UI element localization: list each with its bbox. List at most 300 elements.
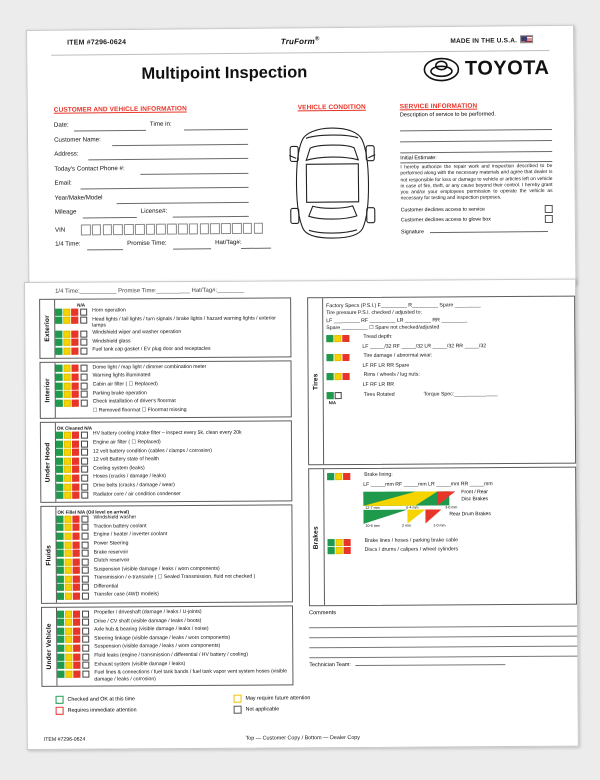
service-line[interactable]	[400, 141, 552, 153]
box-na[interactable]	[81, 492, 88, 499]
comments-section	[309, 609, 577, 659]
box-green[interactable]	[326, 335, 333, 342]
technician-team-label: Technician Team:	[309, 662, 351, 669]
status-boxes[interactable]	[55, 330, 89, 338]
status-boxes[interactable]	[56, 491, 90, 499]
box-green[interactable]	[56, 440, 63, 447]
box-green[interactable]	[57, 636, 64, 643]
box-green[interactable]	[56, 365, 63, 372]
box-green[interactable]	[57, 653, 64, 660]
status-boxes[interactable]	[57, 558, 91, 566]
box-na[interactable]	[81, 593, 88, 600]
status-boxes[interactable]	[328, 547, 362, 555]
box-red[interactable]	[73, 524, 80, 531]
declines-service-row[interactable]	[401, 205, 553, 214]
checklist-row[interactable]	[56, 406, 289, 416]
box-red[interactable]	[73, 567, 80, 574]
box-na[interactable]	[80, 365, 87, 372]
checklist-row[interactable]	[55, 315, 288, 330]
box-na[interactable]	[81, 584, 88, 591]
box-red[interactable]	[72, 391, 79, 398]
signature-line[interactable]	[430, 231, 548, 233]
status-boxes[interactable]	[55, 338, 89, 346]
group-interior	[39, 360, 291, 419]
box-yellow[interactable]	[65, 610, 72, 617]
tires-damage-row[interactable]	[326, 352, 570, 362]
box-na[interactable]	[82, 619, 89, 626]
box-yellow[interactable]	[66, 671, 73, 678]
box-green[interactable]	[57, 567, 64, 574]
box-yellow[interactable]	[65, 653, 72, 660]
box-green[interactable]	[57, 628, 64, 635]
row-label: Differential	[93, 583, 119, 590]
status-boxes[interactable]	[56, 431, 90, 439]
brakes-lining-row[interactable]	[327, 471, 571, 481]
box-green[interactable]	[56, 483, 63, 490]
box-red[interactable]	[73, 558, 80, 565]
group-tires-label: Tires	[312, 372, 320, 390]
checklist-row[interactable]	[57, 591, 290, 601]
box-yellow[interactable]	[65, 550, 72, 557]
box-na[interactable]	[80, 382, 87, 389]
box-red[interactable]	[343, 354, 350, 361]
box-red[interactable]	[72, 399, 79, 406]
box-green[interactable]	[56, 524, 63, 531]
checklist-right-column	[307, 296, 577, 669]
box-green[interactable]	[55, 308, 62, 315]
multipoint-inspection-checklist	[24, 279, 579, 750]
tires-tread-row[interactable]: LF _____/32 RF _____/32 LR _____/32 RR _____/32	[362, 343, 487, 351]
status-boxes[interactable]	[328, 538, 362, 546]
status-boxes[interactable]	[57, 670, 91, 678]
box-green[interactable]	[57, 610, 64, 617]
box-red[interactable]	[72, 432, 79, 439]
status-boxes[interactable]	[56, 399, 90, 407]
status-boxes[interactable]	[56, 364, 90, 372]
box-na[interactable]	[80, 308, 87, 315]
vin-box[interactable]	[189, 223, 199, 234]
box-green[interactable]	[57, 593, 64, 600]
status-boxes[interactable]	[56, 373, 90, 381]
field-vin[interactable]	[55, 219, 251, 238]
box-red[interactable]	[73, 483, 80, 490]
row-label: Steering linkage (visible damage / leaks / worn components)	[94, 634, 231, 642]
box-yellow[interactable]	[65, 515, 72, 522]
truform-brand: TruForm®	[280, 36, 320, 47]
box-red[interactable]	[72, 374, 79, 381]
box-green[interactable]	[56, 432, 63, 439]
box-na[interactable]	[81, 466, 88, 473]
disc-brakes-label: Front / Rear Disc Brakes	[461, 489, 489, 502]
row-label: HV battery cooling intake filter – inspect every 5k, clean every 20k	[92, 430, 242, 437]
box-yellow[interactable]	[335, 354, 342, 361]
box-na[interactable]	[81, 541, 88, 548]
tires-rims-positions[interactable]: LF RF LR RR	[362, 382, 395, 389]
vin-box[interactable]	[199, 223, 209, 234]
status-boxes[interactable]	[57, 653, 91, 661]
box-green[interactable]	[327, 373, 334, 380]
status-boxes[interactable]	[57, 583, 91, 591]
group-fluids-tab	[41, 507, 57, 603]
status-boxes[interactable]	[57, 627, 91, 635]
tires-spare-row[interactable]: Spare _________ ☐ Spare not checked/adjusted	[326, 324, 440, 332]
box-red[interactable]	[344, 539, 351, 546]
box-red[interactable]	[72, 449, 79, 456]
group-tires-tab	[308, 298, 324, 464]
box-green[interactable]	[56, 475, 63, 482]
box-green[interactable]	[55, 348, 62, 355]
group-tires	[307, 296, 576, 466]
status-boxes[interactable]	[56, 474, 90, 482]
row-label: Cabin air filter ( ☐ Replaced)	[92, 381, 158, 388]
row-label: Fuel lines & connections / fuel tank bands / fuel tank vapor vent system hoses (visible damage / leaks / corrosion)	[94, 668, 287, 683]
row-label: Tire damage / abnormal wear:	[363, 352, 433, 360]
box-yellow[interactable]	[65, 619, 72, 626]
box-green[interactable]	[57, 662, 64, 669]
box-na[interactable]	[80, 432, 87, 439]
status-boxes[interactable]	[57, 592, 91, 600]
box-red[interactable]	[72, 365, 79, 372]
status-boxes[interactable]	[57, 566, 91, 574]
title-block	[51, 56, 549, 95]
status-boxes[interactable]	[57, 618, 91, 626]
box-yellow[interactable]	[63, 330, 70, 337]
service-information-heading: SERVICE INFORMATION	[399, 102, 478, 111]
box-green[interactable]	[56, 382, 63, 389]
box-yellow[interactable]	[64, 492, 71, 499]
box-red[interactable]	[74, 636, 81, 643]
box-yellow[interactable]	[64, 339, 71, 346]
box-yellow[interactable]	[64, 432, 71, 439]
box-na[interactable]	[81, 575, 88, 582]
field-date-label: Date:	[53, 121, 69, 129]
vin-box[interactable]	[113, 224, 123, 235]
box-na[interactable]	[81, 524, 88, 531]
status-boxes[interactable]	[57, 532, 91, 540]
box-na[interactable]	[82, 670, 89, 677]
box-red[interactable]	[73, 593, 80, 600]
box-red[interactable]	[73, 610, 80, 617]
box-red[interactable]	[72, 330, 79, 337]
box-green[interactable]	[56, 400, 63, 407]
box-red[interactable]	[74, 662, 81, 669]
box-yellow[interactable]	[63, 317, 70, 324]
service-description-lines[interactable]	[400, 119, 552, 153]
status-boxes[interactable]	[327, 472, 361, 480]
checklist-row[interactable]	[57, 669, 290, 684]
status-boxes[interactable]	[56, 448, 90, 456]
status-boxes[interactable]	[55, 308, 89, 316]
legend-green-label: Checked and OK at this time	[67, 696, 135, 703]
row-label: Traction battery coolant	[93, 522, 147, 530]
vin-box[interactable]	[81, 224, 91, 235]
checklist-row[interactable]	[328, 545, 572, 555]
box-yellow[interactable]	[66, 662, 73, 669]
row-label: Suspension (visible damage / leaks / worn components)	[94, 643, 221, 651]
box-yellow[interactable]	[65, 636, 72, 643]
box-red[interactable]	[72, 382, 79, 389]
box-na[interactable]	[82, 610, 89, 617]
legend-item-black	[234, 705, 280, 713]
box-yellow[interactable]	[64, 440, 71, 447]
box-green[interactable]	[56, 458, 63, 465]
initial-estimate-label[interactable]: Initial Estimate:	[400, 154, 552, 163]
box-yellow[interactable]	[65, 558, 72, 565]
box-green[interactable]	[57, 671, 64, 678]
box-yellow[interactable]	[65, 524, 72, 531]
signature-row[interactable]	[401, 228, 553, 235]
box-red[interactable]	[73, 541, 80, 548]
box-red[interactable]	[72, 440, 79, 447]
box-green[interactable]	[327, 392, 334, 399]
drum-scale-labels: 10-6 mm 2 mm 1-0 mm	[365, 523, 446, 529]
box-na[interactable]	[81, 515, 88, 522]
box-green[interactable]	[56, 391, 63, 398]
box-yellow[interactable]	[64, 391, 71, 398]
box-red[interactable]	[72, 347, 79, 354]
box-red[interactable]	[73, 475, 80, 482]
box-red[interactable]	[73, 466, 80, 473]
status-boxes[interactable]	[55, 347, 89, 355]
status-boxes[interactable]	[57, 635, 91, 643]
box-green[interactable]	[57, 619, 64, 626]
box-yellow[interactable]	[65, 567, 72, 574]
vin-box[interactable]	[221, 223, 231, 234]
group-under-hood-tab	[41, 423, 56, 502]
box-yellow[interactable]	[64, 365, 71, 372]
box-na[interactable]	[82, 662, 89, 669]
row-label: Windshield glass	[92, 337, 131, 345]
status-boxes[interactable]	[56, 483, 90, 491]
field-timein-label: Time in:	[149, 120, 172, 128]
tires-damage-positions[interactable]: LF RF LR RR Spare	[362, 362, 410, 370]
vin-box[interactable]	[243, 222, 253, 233]
status-boxes[interactable]	[57, 644, 91, 652]
comments-line[interactable]	[309, 647, 577, 659]
box-green[interactable]	[57, 533, 64, 540]
box-yellow[interactable]	[64, 374, 71, 381]
box-na[interactable]	[82, 636, 89, 643]
page-title: Multipoint Inspection	[141, 63, 308, 83]
vin-box[interactable]	[135, 223, 145, 234]
row-label: Fuel tank cap gasket / EV plug door and receptacles	[92, 346, 211, 353]
vin-box[interactable]	[124, 223, 134, 234]
row-label: Warning lights illuminated	[92, 372, 151, 379]
box-na[interactable]	[81, 533, 88, 540]
box-yellow[interactable]	[64, 449, 71, 456]
status-boxes[interactable]	[326, 353, 360, 361]
checklist-row[interactable]	[55, 346, 288, 356]
box-green[interactable]	[56, 492, 63, 499]
tires-rims-row[interactable]	[327, 371, 571, 381]
vehicle-diagram[interactable]	[272, 123, 393, 242]
status-boxes[interactable]	[56, 440, 90, 448]
brakes-lining-measurements[interactable]: LF _____mm RF _____mm LR _____mm RR _____mm	[363, 481, 493, 489]
box-na[interactable]	[82, 645, 89, 652]
declines-glovebox-checkbox[interactable]	[545, 215, 553, 223]
box-red[interactable]	[72, 317, 79, 324]
box-red[interactable]	[73, 533, 80, 540]
status-boxes[interactable]	[56, 523, 90, 531]
legend-na-label: Not applicable	[245, 706, 280, 713]
status-boxes[interactable]	[55, 316, 89, 324]
box-na[interactable]	[80, 399, 87, 406]
box-yellow[interactable]	[64, 475, 71, 482]
box-red[interactable]	[73, 584, 80, 591]
box-green[interactable]	[327, 473, 334, 480]
status-boxes[interactable]	[56, 515, 90, 523]
checklist-row[interactable]	[56, 490, 289, 500]
status-boxes[interactable]	[56, 457, 90, 465]
box-green[interactable]	[56, 449, 63, 456]
box-na[interactable]	[82, 627, 89, 634]
box-green[interactable]	[328, 547, 335, 554]
box-yellow[interactable]	[65, 533, 72, 540]
checklist-footer-note: Top — Customer Copy / Bottom — Dealer Copy	[245, 734, 361, 742]
box-red[interactable]	[343, 335, 350, 342]
box-yellow[interactable]	[63, 308, 70, 315]
box-na[interactable]	[80, 391, 87, 398]
box-green[interactable]	[57, 584, 64, 591]
box-red[interactable]	[74, 670, 81, 677]
status-boxes[interactable]	[57, 610, 91, 618]
tires-tread-depth-row[interactable]	[326, 333, 570, 343]
box-yellow[interactable]	[336, 539, 343, 546]
tires-factory-specs[interactable]: Factory Specs (P.S.I.) F_________ R_________ Spare _________	[326, 301, 481, 309]
vin-boxes[interactable]	[81, 222, 263, 235]
box-na[interactable]	[80, 317, 87, 324]
row-label[interactable]: ☐ Removed floormat ☐ Floormat missing	[92, 406, 187, 414]
vin-box[interactable]	[167, 223, 177, 234]
field-quarter-time[interactable]	[55, 236, 251, 252]
box-green[interactable]	[328, 539, 335, 546]
box-green[interactable]	[56, 374, 63, 381]
legend	[56, 693, 554, 715]
status-boxes[interactable]	[57, 661, 91, 669]
box-yellow[interactable]	[335, 373, 342, 380]
box-yellow[interactable]	[64, 399, 71, 406]
box-red[interactable]	[73, 576, 80, 583]
vin-box[interactable]	[232, 222, 242, 233]
box-yellow[interactable]	[65, 593, 72, 600]
box-green[interactable]	[57, 541, 64, 548]
box-red[interactable]	[74, 653, 81, 660]
box-red[interactable]	[74, 645, 81, 652]
box-yellow[interactable]	[64, 466, 71, 473]
box-na[interactable]	[81, 475, 88, 482]
box-red[interactable]	[73, 619, 80, 626]
box-na[interactable]	[81, 567, 88, 574]
box-red[interactable]	[344, 473, 351, 480]
tires-torque-spec[interactable]: Torque Spec:_______________	[423, 391, 498, 398]
box-na[interactable]	[81, 449, 88, 456]
box-yellow[interactable]	[65, 628, 72, 635]
vin-box[interactable]	[178, 223, 188, 234]
box-red[interactable]	[72, 339, 79, 346]
vin-box[interactable]	[102, 224, 112, 235]
box-green[interactable]	[57, 550, 64, 557]
status-boxes[interactable]	[57, 575, 91, 583]
declines-service-checkbox[interactable]	[545, 205, 553, 213]
box-red[interactable]	[73, 550, 80, 557]
box-na[interactable]	[81, 483, 88, 490]
box-yellow[interactable]	[64, 348, 71, 355]
box-green[interactable]	[326, 354, 333, 361]
vin-box[interactable]	[210, 223, 220, 234]
box-yellow[interactable]	[335, 473, 342, 480]
box-red[interactable]	[343, 373, 350, 380]
status-boxes[interactable]	[327, 372, 361, 380]
vehicle-condition-heading: VEHICLE CONDITION	[297, 103, 366, 112]
box-yellow[interactable]	[335, 335, 342, 342]
box-green[interactable]	[57, 645, 64, 652]
box-red[interactable]	[72, 457, 79, 464]
box-na[interactable]	[80, 374, 87, 381]
box-na[interactable]	[81, 558, 88, 565]
box-na[interactable]	[81, 457, 88, 464]
box-na[interactable]	[80, 330, 87, 337]
box-yellow[interactable]	[64, 382, 71, 389]
technician-team-line[interactable]	[355, 664, 505, 666]
box-na[interactable]	[81, 440, 88, 447]
box-yellow[interactable]	[65, 576, 72, 583]
box-green[interactable]	[55, 330, 62, 337]
group-exterior-label: Exterior	[43, 315, 51, 343]
row-label: Dome light / map light / dimmer combination meter	[92, 363, 207, 371]
status-boxes[interactable]	[56, 390, 90, 398]
box-green[interactable]	[55, 339, 62, 346]
checklist-left-column	[39, 297, 293, 689]
box-green[interactable]	[55, 317, 62, 324]
box-yellow[interactable]	[336, 547, 343, 554]
box-na[interactable]	[335, 392, 342, 399]
status-boxes[interactable]	[327, 392, 361, 400]
status-boxes[interactable]	[57, 549, 91, 557]
box-yellow[interactable]	[64, 457, 71, 464]
box-red[interactable]	[73, 628, 80, 635]
box-na[interactable]	[82, 653, 89, 660]
status-boxes[interactable]	[326, 334, 360, 342]
box-yellow[interactable]	[65, 645, 72, 652]
box-na[interactable]	[80, 347, 87, 354]
technician-team-row[interactable]	[309, 661, 577, 669]
box-green[interactable]	[57, 558, 64, 565]
row-label: Cooling system (leaks)	[93, 465, 145, 472]
vin-box[interactable]	[156, 223, 166, 234]
box-red[interactable]	[344, 547, 351, 554]
vin-box[interactable]	[253, 222, 263, 233]
vin-box[interactable]	[92, 224, 102, 235]
status-boxes[interactable]	[56, 382, 90, 390]
box-yellow[interactable]	[65, 541, 72, 548]
box-green[interactable]	[56, 466, 63, 473]
box-na[interactable]	[80, 339, 87, 346]
box-yellow[interactable]	[64, 483, 71, 490]
box-green[interactable]	[57, 576, 64, 583]
box-red[interactable]	[73, 515, 80, 522]
tires-pressure-row[interactable]: LF _________ RF _________ LR _________ RR _________	[326, 316, 468, 324]
box-yellow[interactable]	[65, 584, 72, 591]
vin-box[interactable]	[146, 223, 156, 234]
status-boxes[interactable]	[56, 465, 90, 473]
box-red[interactable]	[72, 308, 79, 315]
status-boxes[interactable]	[57, 541, 91, 549]
box-red[interactable]	[73, 492, 80, 499]
group-under-vehicle-tab	[42, 608, 57, 686]
box-na[interactable]	[81, 550, 88, 557]
box-green[interactable]	[56, 515, 63, 522]
declines-glovebox-row[interactable]	[401, 215, 553, 224]
